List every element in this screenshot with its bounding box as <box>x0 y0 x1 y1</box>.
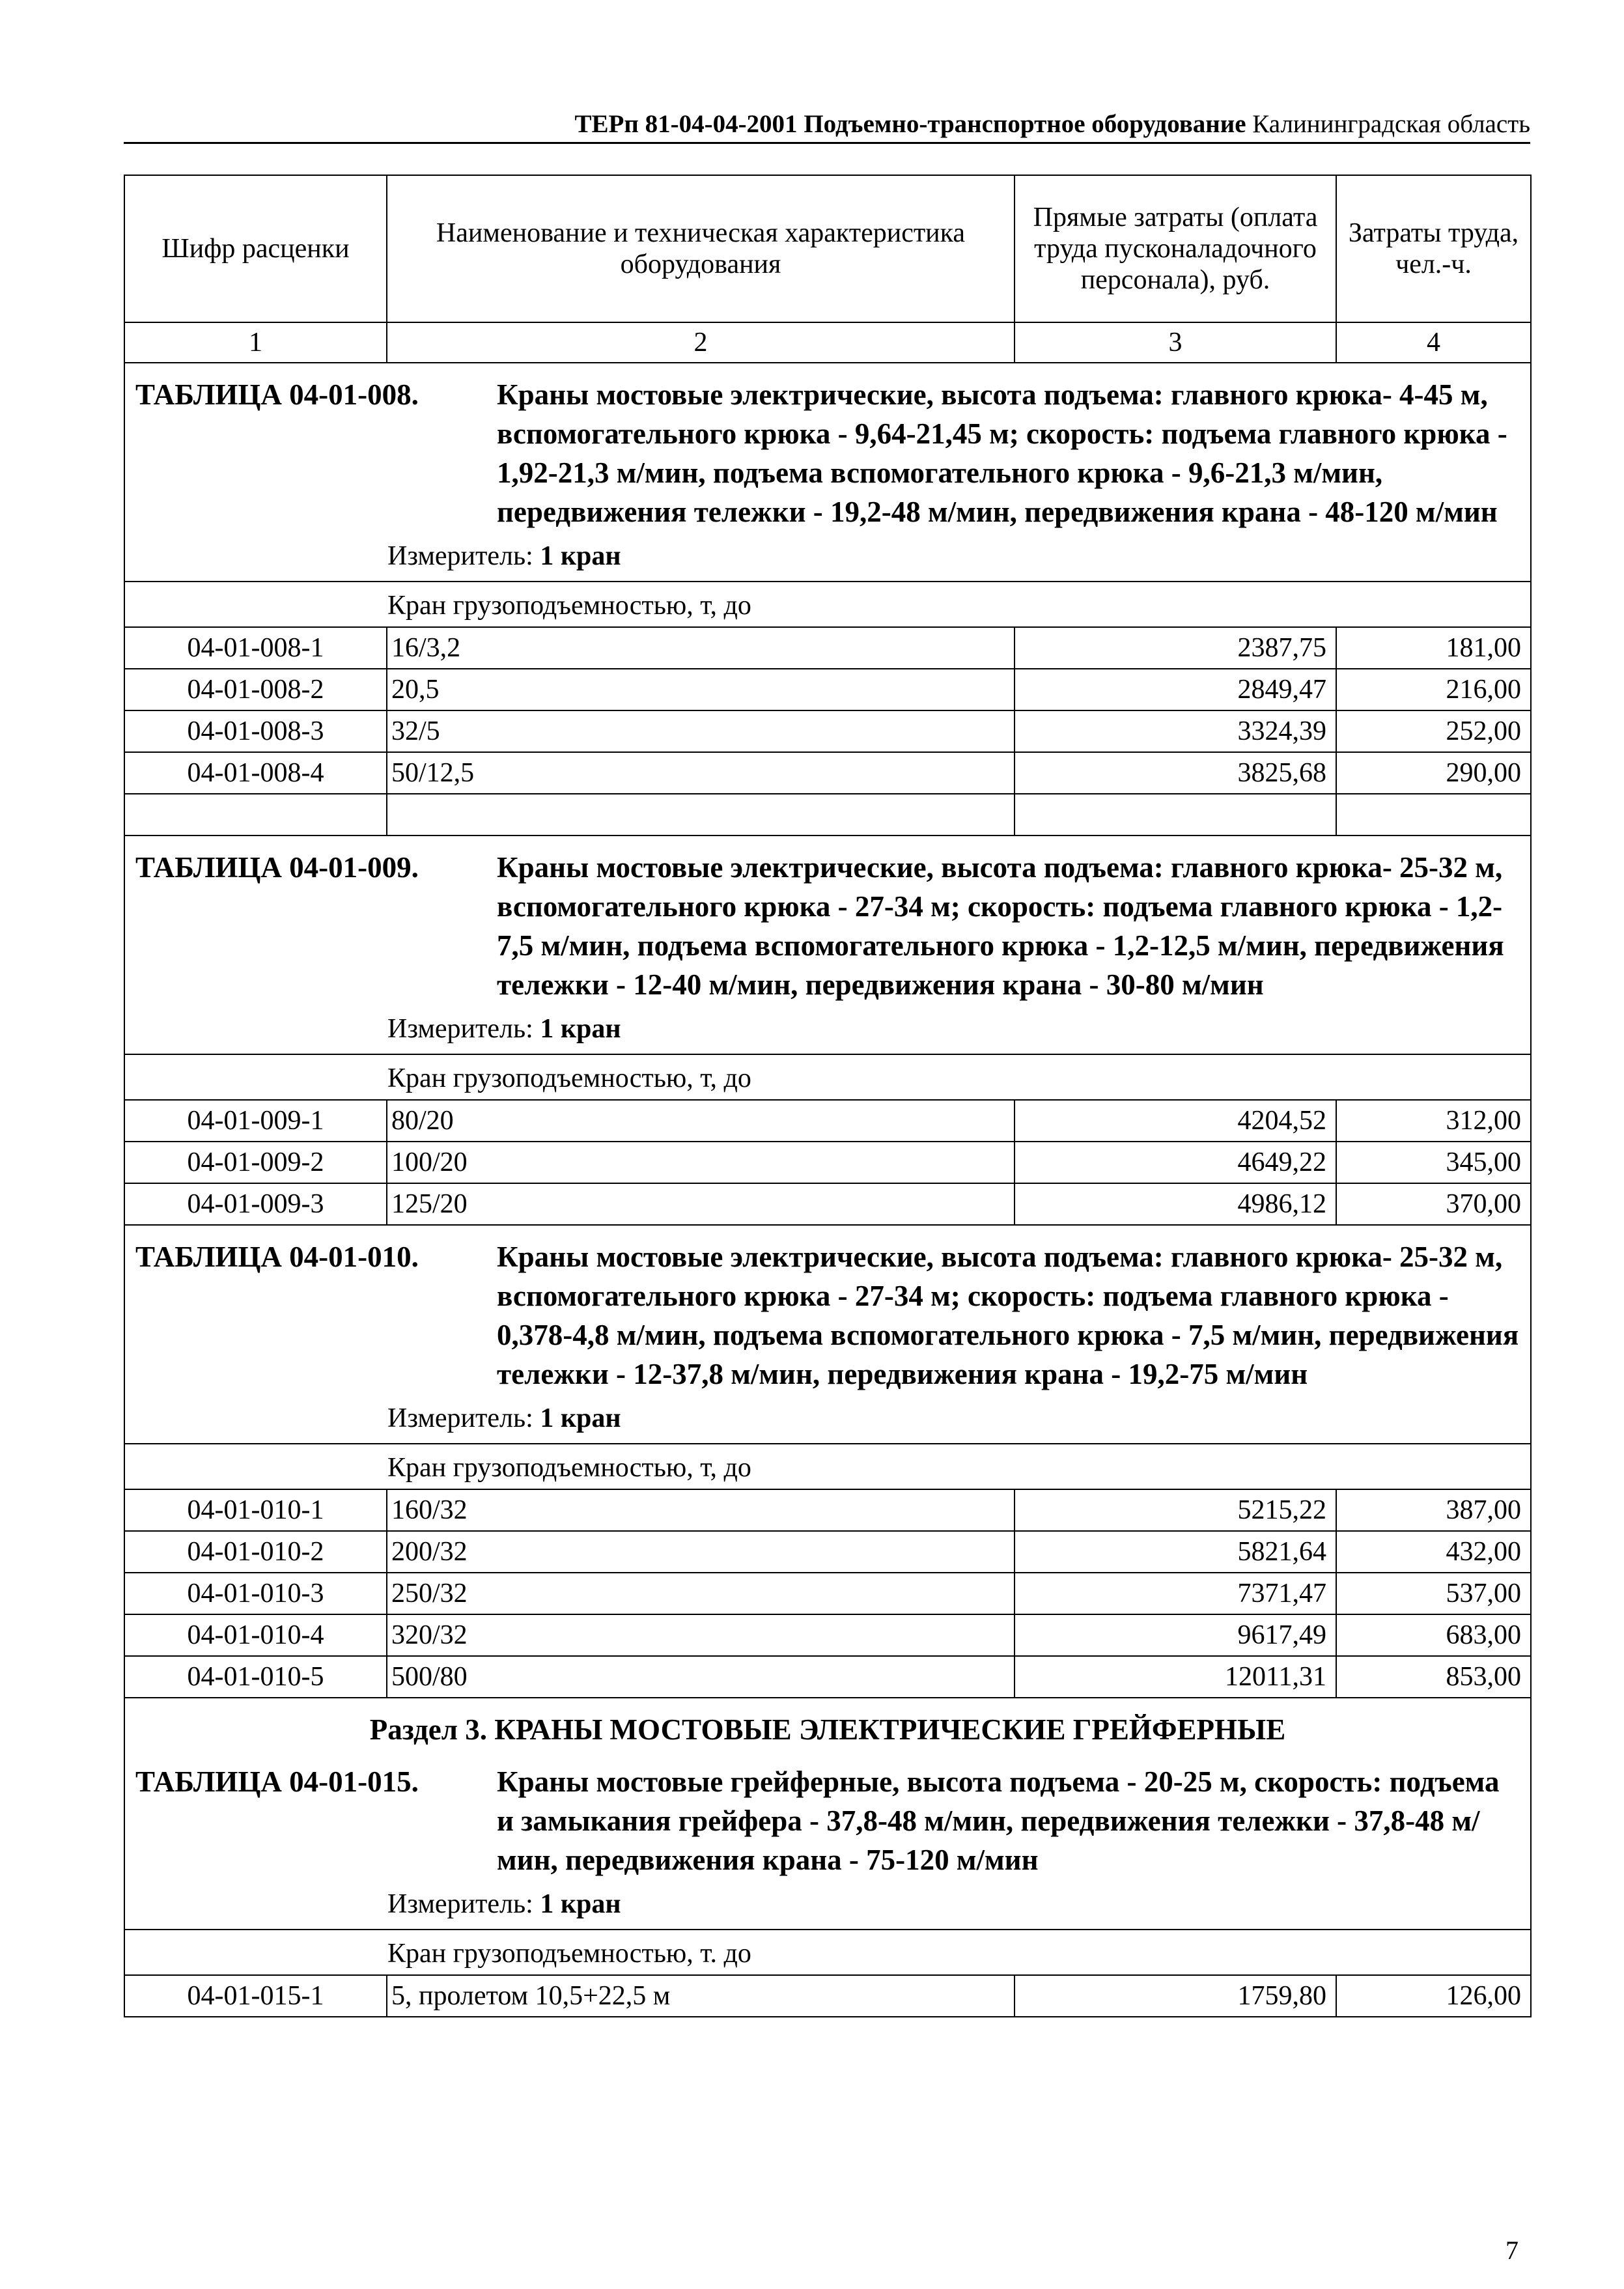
table-row <box>124 627 1531 669</box>
table-title <box>135 848 1520 1004</box>
rate-code: 04-01-010-3 <box>124 1573 387 1614</box>
labor-cost: 252,00 <box>1336 710 1531 752</box>
column-header-cost: Прямые затраты (оплата труда пусконаладочного персонала), руб. <box>1015 175 1336 322</box>
labor-cost: 537,00 <box>1336 1573 1531 1614</box>
measure-row <box>124 1885 1531 1930</box>
measure-row <box>124 1009 1531 1054</box>
measure-text <box>125 1889 1530 1920</box>
equipment-name: 32/5 <box>387 710 1015 752</box>
rate-code: 04-01-008-1 <box>124 627 387 669</box>
direct-cost: 5215,22 <box>1015 1489 1336 1531</box>
equipment-name: 125/20 <box>387 1183 1015 1225</box>
document-code: ТЕРп 81-04-04-2001 <box>574 110 798 138</box>
measure-cell <box>124 1885 1531 1930</box>
equipment-name: 100/20 <box>387 1142 1015 1183</box>
spacer-row <box>124 794 1531 836</box>
table-row <box>124 669 1531 710</box>
measure-text <box>125 541 1530 572</box>
equipment-name: 5, пролетом 10,5+22,5 м <box>387 1975 1015 2017</box>
measure-value: 1 кран <box>540 541 621 571</box>
table-title-cell <box>124 1225 1531 1399</box>
table-title-row <box>124 1698 1531 1885</box>
subheader-row <box>124 1444 1531 1489</box>
measure-value: 1 кран <box>540 1889 621 1919</box>
measure-label: Измеритель: <box>387 1889 533 1919</box>
table-title-row <box>124 836 1531 1009</box>
capacity-subheader: Кран грузоподъемностью, т, до <box>124 1444 1531 1489</box>
header-text <box>575 109 1530 139</box>
rate-code: 04-01-015-1 <box>124 1975 387 2017</box>
equipment-name: 160/32 <box>387 1489 1015 1531</box>
column-header-row <box>124 175 1531 322</box>
document-title: Подъемно-транспортное оборудование <box>804 110 1246 138</box>
labor-cost: 181,00 <box>1336 627 1531 669</box>
measure-text <box>125 1013 1530 1045</box>
table-row <box>124 1975 1531 2017</box>
labor-cost: 387,00 <box>1336 1489 1531 1531</box>
subheader-row <box>124 1930 1531 1975</box>
empty-cell <box>387 794 1015 836</box>
labor-cost: 370,00 <box>1336 1183 1531 1225</box>
rate-code: 04-01-010-4 <box>124 1614 387 1656</box>
equipment-name: 200/32 <box>387 1531 1015 1573</box>
table-title-cell <box>124 836 1531 1009</box>
direct-cost: 4986,12 <box>1015 1183 1336 1225</box>
empty-cell <box>1015 794 1336 836</box>
table-row <box>124 1531 1531 1573</box>
direct-cost: 2849,47 <box>1015 669 1336 710</box>
measure-row <box>124 537 1531 582</box>
labor-cost: 290,00 <box>1336 752 1531 794</box>
table-number: ТАБЛИЦА 04-01-008. <box>135 378 419 411</box>
rate-code: 04-01-008-2 <box>124 669 387 710</box>
labor-cost: 432,00 <box>1336 1531 1531 1573</box>
section-title: Раздел 3. КРАНЫ МОСТОВЫЕ ЭЛЕКТРИЧЕСКИЕ ГРЕЙФЕРНЫЕ <box>369 1713 1286 1746</box>
empty-cell <box>1336 794 1531 836</box>
direct-cost: 12011,31 <box>1015 1656 1336 1698</box>
page-header <box>124 105 1530 144</box>
measure-value: 1 кран <box>540 1013 621 1044</box>
table-row <box>124 752 1531 794</box>
region-name: Калининградская область <box>1252 110 1530 138</box>
table-title-row <box>124 363 1531 537</box>
rate-code: 04-01-010-2 <box>124 1531 387 1573</box>
table-row <box>124 1489 1531 1531</box>
table-number: ТАБЛИЦА 04-01-015. <box>135 1765 419 1798</box>
equipment-name: 50/12,5 <box>387 752 1015 794</box>
rate-code: 04-01-009-2 <box>124 1142 387 1183</box>
capacity-subheader: Кран грузоподъемностью, т, до <box>124 1054 1531 1100</box>
direct-cost: 1759,80 <box>1015 1975 1336 2017</box>
measure-label: Измеритель: <box>387 1013 533 1044</box>
column-header-name: Наименование и техническая характеристика оборудования <box>387 175 1015 322</box>
direct-cost: 9617,49 <box>1015 1614 1336 1656</box>
table-title <box>135 1762 1520 1879</box>
direct-cost: 3825,68 <box>1015 752 1336 794</box>
labor-cost: 216,00 <box>1336 669 1531 710</box>
measure-label: Измеритель: <box>387 541 533 571</box>
direct-cost: 7371,47 <box>1015 1573 1336 1614</box>
equipment-name: 16/3,2 <box>387 627 1015 669</box>
column-header-labor: Затраты труда, чел.-ч. <box>1336 175 1531 322</box>
table-title-cell <box>124 1698 1531 1885</box>
column-number: 2 <box>387 322 1015 363</box>
table-number: ТАБЛИЦА 04-01-009. <box>135 851 419 884</box>
subheader-row <box>124 1054 1531 1100</box>
equipment-name: 320/32 <box>387 1614 1015 1656</box>
measure-label: Измеритель: <box>387 1403 533 1433</box>
measure-cell <box>124 1009 1531 1054</box>
table-row <box>124 1183 1531 1225</box>
column-number: 4 <box>1336 322 1531 363</box>
measure-row <box>124 1399 1531 1444</box>
rate-code: 04-01-009-3 <box>124 1183 387 1225</box>
equipment-name: 20,5 <box>387 669 1015 710</box>
rate-code: 04-01-008-4 <box>124 752 387 794</box>
measure-value: 1 кран <box>540 1403 621 1433</box>
rates-table-body <box>124 175 1531 2017</box>
rates-table <box>124 175 1532 2017</box>
page-number: 7 <box>1505 2236 1519 2265</box>
column-number: 1 <box>124 322 387 363</box>
table-number: ТАБЛИЦА 04-01-010. <box>135 1241 419 1273</box>
direct-cost: 3324,39 <box>1015 710 1336 752</box>
empty-cell <box>124 794 387 836</box>
table-title <box>135 1237 1520 1394</box>
measure-text <box>125 1403 1530 1434</box>
direct-cost: 4204,52 <box>1015 1100 1336 1142</box>
direct-cost: 5821,64 <box>1015 1531 1336 1573</box>
labor-cost: 312,00 <box>1336 1100 1531 1142</box>
labor-cost: 683,00 <box>1336 1614 1531 1656</box>
measure-cell <box>124 537 1531 582</box>
capacity-subheader: Кран грузоподъемностью, т, до <box>124 582 1531 627</box>
column-header-code: Шифр расценки <box>124 175 387 322</box>
table-row <box>124 710 1531 752</box>
table-description: Краны мостовые грейферные, высота подъема - 20-25 м, скорость: подъема и замыкания грейфера - 37,8-48 м/мин, передвижения тележки - 37,8-48 м/мин, передвижения крана - 75-120 м/мин <box>497 1765 1500 1876</box>
table-description: Краны мостовые электрические, высота подъема: главного крюка- 4-45 м, вспомогательного крюка - 9,64-21,45 м; скорость: подъема главного крюка - 1,92-21,3 м/мин, подъема вспомогательного крюка - 9,6-21,3 м/мин, передвижения тележки - 19,2-48 м/мин, передвижения крана - 48-120 м/мин <box>497 378 1507 528</box>
table-title-cell <box>124 363 1531 537</box>
labor-cost: 126,00 <box>1336 1975 1531 2017</box>
table-row <box>124 1100 1531 1142</box>
equipment-name: 80/20 <box>387 1100 1015 1142</box>
table-row <box>124 1142 1531 1183</box>
column-number: 3 <box>1015 322 1336 363</box>
table-row <box>124 1573 1531 1614</box>
equipment-name: 500/80 <box>387 1656 1015 1698</box>
rate-code: 04-01-009-1 <box>124 1100 387 1142</box>
direct-cost: 4649,22 <box>1015 1142 1336 1183</box>
table-row <box>124 1614 1531 1656</box>
subheader-row <box>124 582 1531 627</box>
rate-code: 04-01-010-5 <box>124 1656 387 1698</box>
column-number-row <box>124 322 1531 363</box>
table-row <box>124 1656 1531 1698</box>
rate-code: 04-01-010-1 <box>124 1489 387 1531</box>
capacity-subheader: Кран грузоподъемностью, т. до <box>124 1930 1531 1975</box>
labor-cost: 345,00 <box>1336 1142 1531 1183</box>
rate-code: 04-01-008-3 <box>124 710 387 752</box>
table-description: Краны мостовые электрические, высота подъема: главного крюка- 25-32 м, вспомогательного крюка - 27-34 м; скорость: подъема главного крюка - 0,378-4,8 м/мин, подъема вспомогательного крюка - 7,5 м/мин, передвижения тележки - 12-37,8 м/мин, передвижения крана - 19,2-75 м/мин <box>497 1241 1519 1390</box>
table-title <box>135 375 1520 531</box>
measure-cell <box>124 1399 1531 1444</box>
table-description: Краны мостовые электрические, высота подъема: главного крюка- 25-32 м, вспомогательного крюка - 27-34 м; скорость: подъема главного крюка - 1,2-7,5 м/мин, подъема вспомогательного крюка - 1,2-12,5 м/мин, передвижения тележки - 12-40 м/мин, передвижения крана - 30-80 м/мин <box>497 851 1504 1001</box>
table-title-row <box>124 1225 1531 1399</box>
direct-cost: 2387,75 <box>1015 627 1336 669</box>
equipment-name: 250/32 <box>387 1573 1015 1614</box>
labor-cost: 853,00 <box>1336 1656 1531 1698</box>
